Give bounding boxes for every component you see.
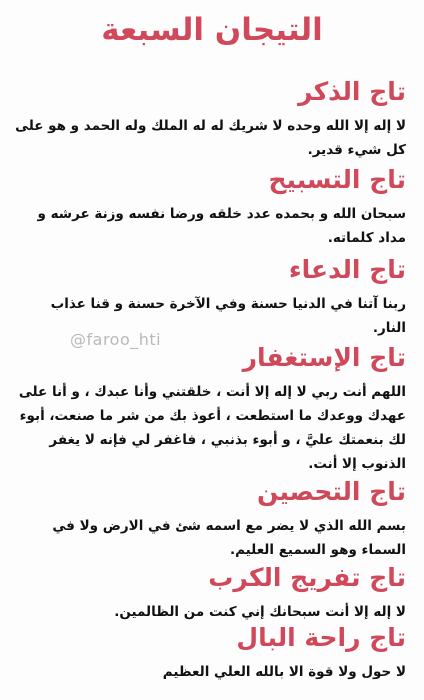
section-title: تاج الذكر <box>298 77 406 106</box>
section-rahat-albal <box>14 622 406 684</box>
section-tahseen <box>14 476 406 562</box>
section-text: اللهم أنت ربي لا إله إلا أنت ، خلقتني وأنا عبدك ، و أنا على عهدك ووعدك ما استطعت ، أعوذ بك من شر ما صنعت، أبوء لك بنعمتك عليَّ ، و أبوء بذنبي ، فاغفر لي فإنه لا يغفر الذنوب إلا أنت. <box>18 384 406 472</box>
watermark: @faroo_hti <box>70 330 162 349</box>
section-tasbih <box>14 164 406 250</box>
section-title: تاج التحصين <box>256 477 406 506</box>
section-title: تاج راحة البال <box>236 623 406 652</box>
section-dhikr <box>14 76 406 162</box>
section-dua <box>14 254 406 340</box>
section-text: سبحان الله و بحمده عدد خلقه ورضا نفسه وزنة عرشه و مداد كلماته. <box>37 206 406 246</box>
section-text: بسم الله الذي لا يضر مع اسمه شئ في الارض ولا في السماء وهو السميع العليم. <box>52 518 406 558</box>
section-title: تاج الإستغفار <box>242 343 406 372</box>
section-istighfar <box>14 342 406 476</box>
section-title: تاج الدعاء <box>288 255 406 284</box>
page-title: التيجان السبعة <box>101 12 323 48</box>
section-title: تاج التسبيح <box>268 165 406 194</box>
section-text: لا إله إلا أنت سبحانك إني كنت من الظالمين. <box>114 604 406 620</box>
section-title: تاج تفريج الكرب <box>208 563 406 592</box>
section-text: لا حول ولا قوة الا بالله العلي العظيم <box>162 664 406 680</box>
section-tafrij <box>14 562 406 624</box>
section-text: لا إله إلا الله وحده لا شريك له له الملك وله الحمد و هو على كل شيء قدير. <box>15 118 406 158</box>
section-text: ربنا آتنا في الدنيا حسنة وفي الآخرة حسنة و قنا عذاب النار. <box>50 296 406 336</box>
